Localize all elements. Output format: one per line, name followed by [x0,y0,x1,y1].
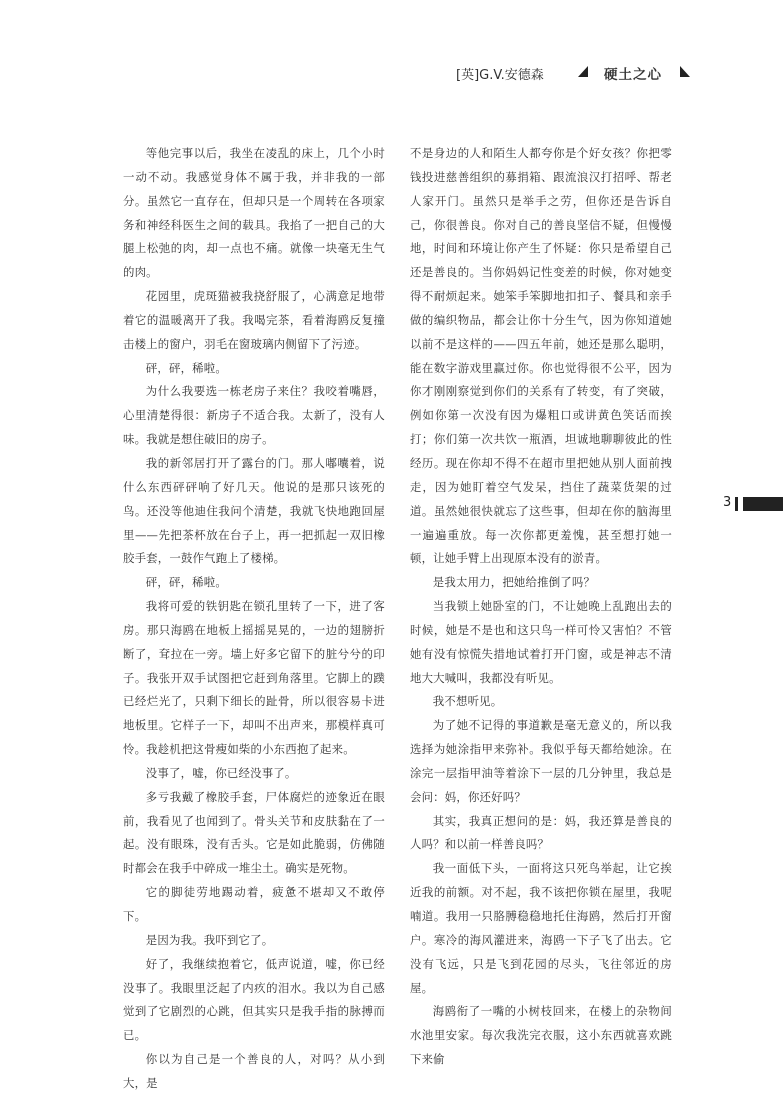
triangle-right-icon [680,66,690,77]
running-header [448,60,708,86]
left-column [123,142,385,1096]
paragraph: 海鸥衔了一嘴的小树枝回来，在楼上的杂物间水池里安家。每次我洗完衣服，这小东西就喜欢跳下来偷 [410,1004,672,1067]
triangle-left-icon [578,66,588,77]
paragraph-continued: 不是身边的人和陌生人都夸你是个好女孩？你把零钱投进慈善组织的募捐箱、跟流浪汉打招呼、帮老人家开门。虽然只是举手之劳，但你还是告诉自己，你很善良。你对自己的善良坚信不疑，但慢慢地，时间和环境让你产生了怀疑：你只是希望自己还是善良的。当你妈妈记性变差的时候，你对她变得不耐烦起来。她笨手笨脚地扣扣子、餐具和亲手做的编织物品，都会让你十分生气，因为你知道她以前不是这样的——四五年前，她还是那么聪明，能在数字游戏里赢过你。你也觉得很不公平，因为你才刚刚察觉到你们的关系有了转变，有了突破，例如你第一次没有因为爆粗口或讲黄色笑话而挨打；你们第一次共饮一瓶酒，坦诚地聊聊彼此的性经历。现在你却不得不在超市里把她从别人面前拽走，因为她盯着空气发呆，挡住了蔬菜货架的过道。虽然她很快就忘了这些事，但却在你的脑海里一遍遍重放。每一次你都更羞愧，甚至想打她一顿，让她手臂上出现原本没有的淤青。 [410,146,672,566]
right-column [410,142,672,1072]
paragraph: 其实，我真正想问的是：妈，我还算是善良的人吗？和以前一样善良吗？ [410,813,672,852]
page-tab-bar [743,497,783,511]
paragraph: 砰，砰，稀啦。 [145,575,227,590]
header-book-title: 硬土之心 [604,67,662,83]
paragraph: 是因为我。我吓到它了。 [145,932,274,947]
paragraph: 为了她不记得的事道歉是毫无意义的，所以我选择为她涂指甲来弥补。我似乎每天都给她涂。在涂完一层指甲油等着涂下一层的几分钟里，我总是会问：妈，你还好吗？ [410,718,672,804]
paragraph: 我将可爱的铁钥匙在锁孔里转了一下，进了客房。那只海鸥在地板上摇摇晃晃的，一边的翅膀折断了，耷拉在一旁。墙上好多它留下的脏兮兮的印子。我张开双手试图把它赶到角落里。它脚上的蹼已经烂光了，只剩下细长的趾骨，所以很容易卡进地板里。它样子一下，却叫不出声来，那模样真可怜。我趁机把这骨瘦如柴的小东西抱了起来。 [123,599,385,757]
page-number-tab [706,494,783,514]
header-author: [英]G.V.安德森 [456,68,544,83]
paragraph: 多亏我戴了橡胶手套，尸体腐烂的迹象近在眼前，我看见了也闻到了。骨头关节和皮肤黏在了一起。没有眼珠，没有舌头。它是如此脆弱，仿佛随时都会在我手中碎成一堆尘土。确实是死物。 [123,789,385,876]
page-number: 3 [723,495,732,510]
paragraph: 我一面低下头，一面将这只死鸟举起，让它挨近我的前额。对不起，我不该把你锁在屋里，我呢喃道。我用一只胳膊稳稳地托住海鸥，然后打开窗户。寒冷的海风灌进来，海鸥一下子飞了出去。它没有飞远，只是飞到花园的尽头，飞往邻近的房屋。 [410,861,672,995]
paragraph: 你以为自己是一个善良的人，对吗？从小到大，是 [123,1052,385,1090]
paragraph: 我的新邻居打开了露台的门。那人嘟囔着，说什么东西砰砰响了好几天。他说的是那只该死的鸟。还没等他迪住我问个清楚，我就飞快地跑回屋里——先把茶杯放在台子上，再一把抓起一双旧橡胶手套，一鼓作气跑上了楼梯。 [123,455,385,566]
paragraph: 当我锁上她卧室的门，不让她晚上乱跑出去的时候，她是不是也和这只鸟一样可怜又害怕？不管她有没有惊慌失措地试着打开门窗，或是神志不清地大大喊叫，我都没有听见。 [410,599,672,685]
paragraph: 等他完事以后，我坐在凌乱的床上，几个小时一动不动。我感觉身体不属于我，并非我的一部分。虽然它一直存在，但却只是一个周转在各项家务和神经科医生之间的载具。我掐了一把自己的大腿上松弛的肉，却一点也不痛。就像一块毫无生气的肉。 [123,146,385,280]
paragraph: 没事了，嘘，你已经没事了。 [145,765,297,780]
page-tab-divider [735,497,738,511]
paragraph: 好了，我继续抱着它，低声说道，嘘，你已经没事了。我眼里泛起了内疚的泪水。我以为自己感觉到了它剧烈的心跳，但其实只是我手指的脉搏而已。 [123,956,385,1043]
paragraph: 它的脚徒劳地踢动着，疲惫不堪却又不敢停下。 [123,885,385,923]
paragraph: 砰，砰，稀啦。 [145,360,227,375]
paragraph: 我不想听见。 [432,694,503,709]
paragraph: 花园里，虎斑猫被我挠舒服了，心满意足地带着它的温暖离开了我。我喝完茶，看着海鸥反复撞击楼上的窗户，羽毛在窗玻璃内侧留下了污迹。 [123,289,385,351]
paragraph: 是我太用力，把她给推倒了吗？ [432,575,596,590]
paragraph: 为什么我要选一栋老房子来住？我咬着嘴唇，心里清楚得很：新房子不适合我。太新了，没有人味。我就是想住破旧的房子。 [123,384,385,447]
